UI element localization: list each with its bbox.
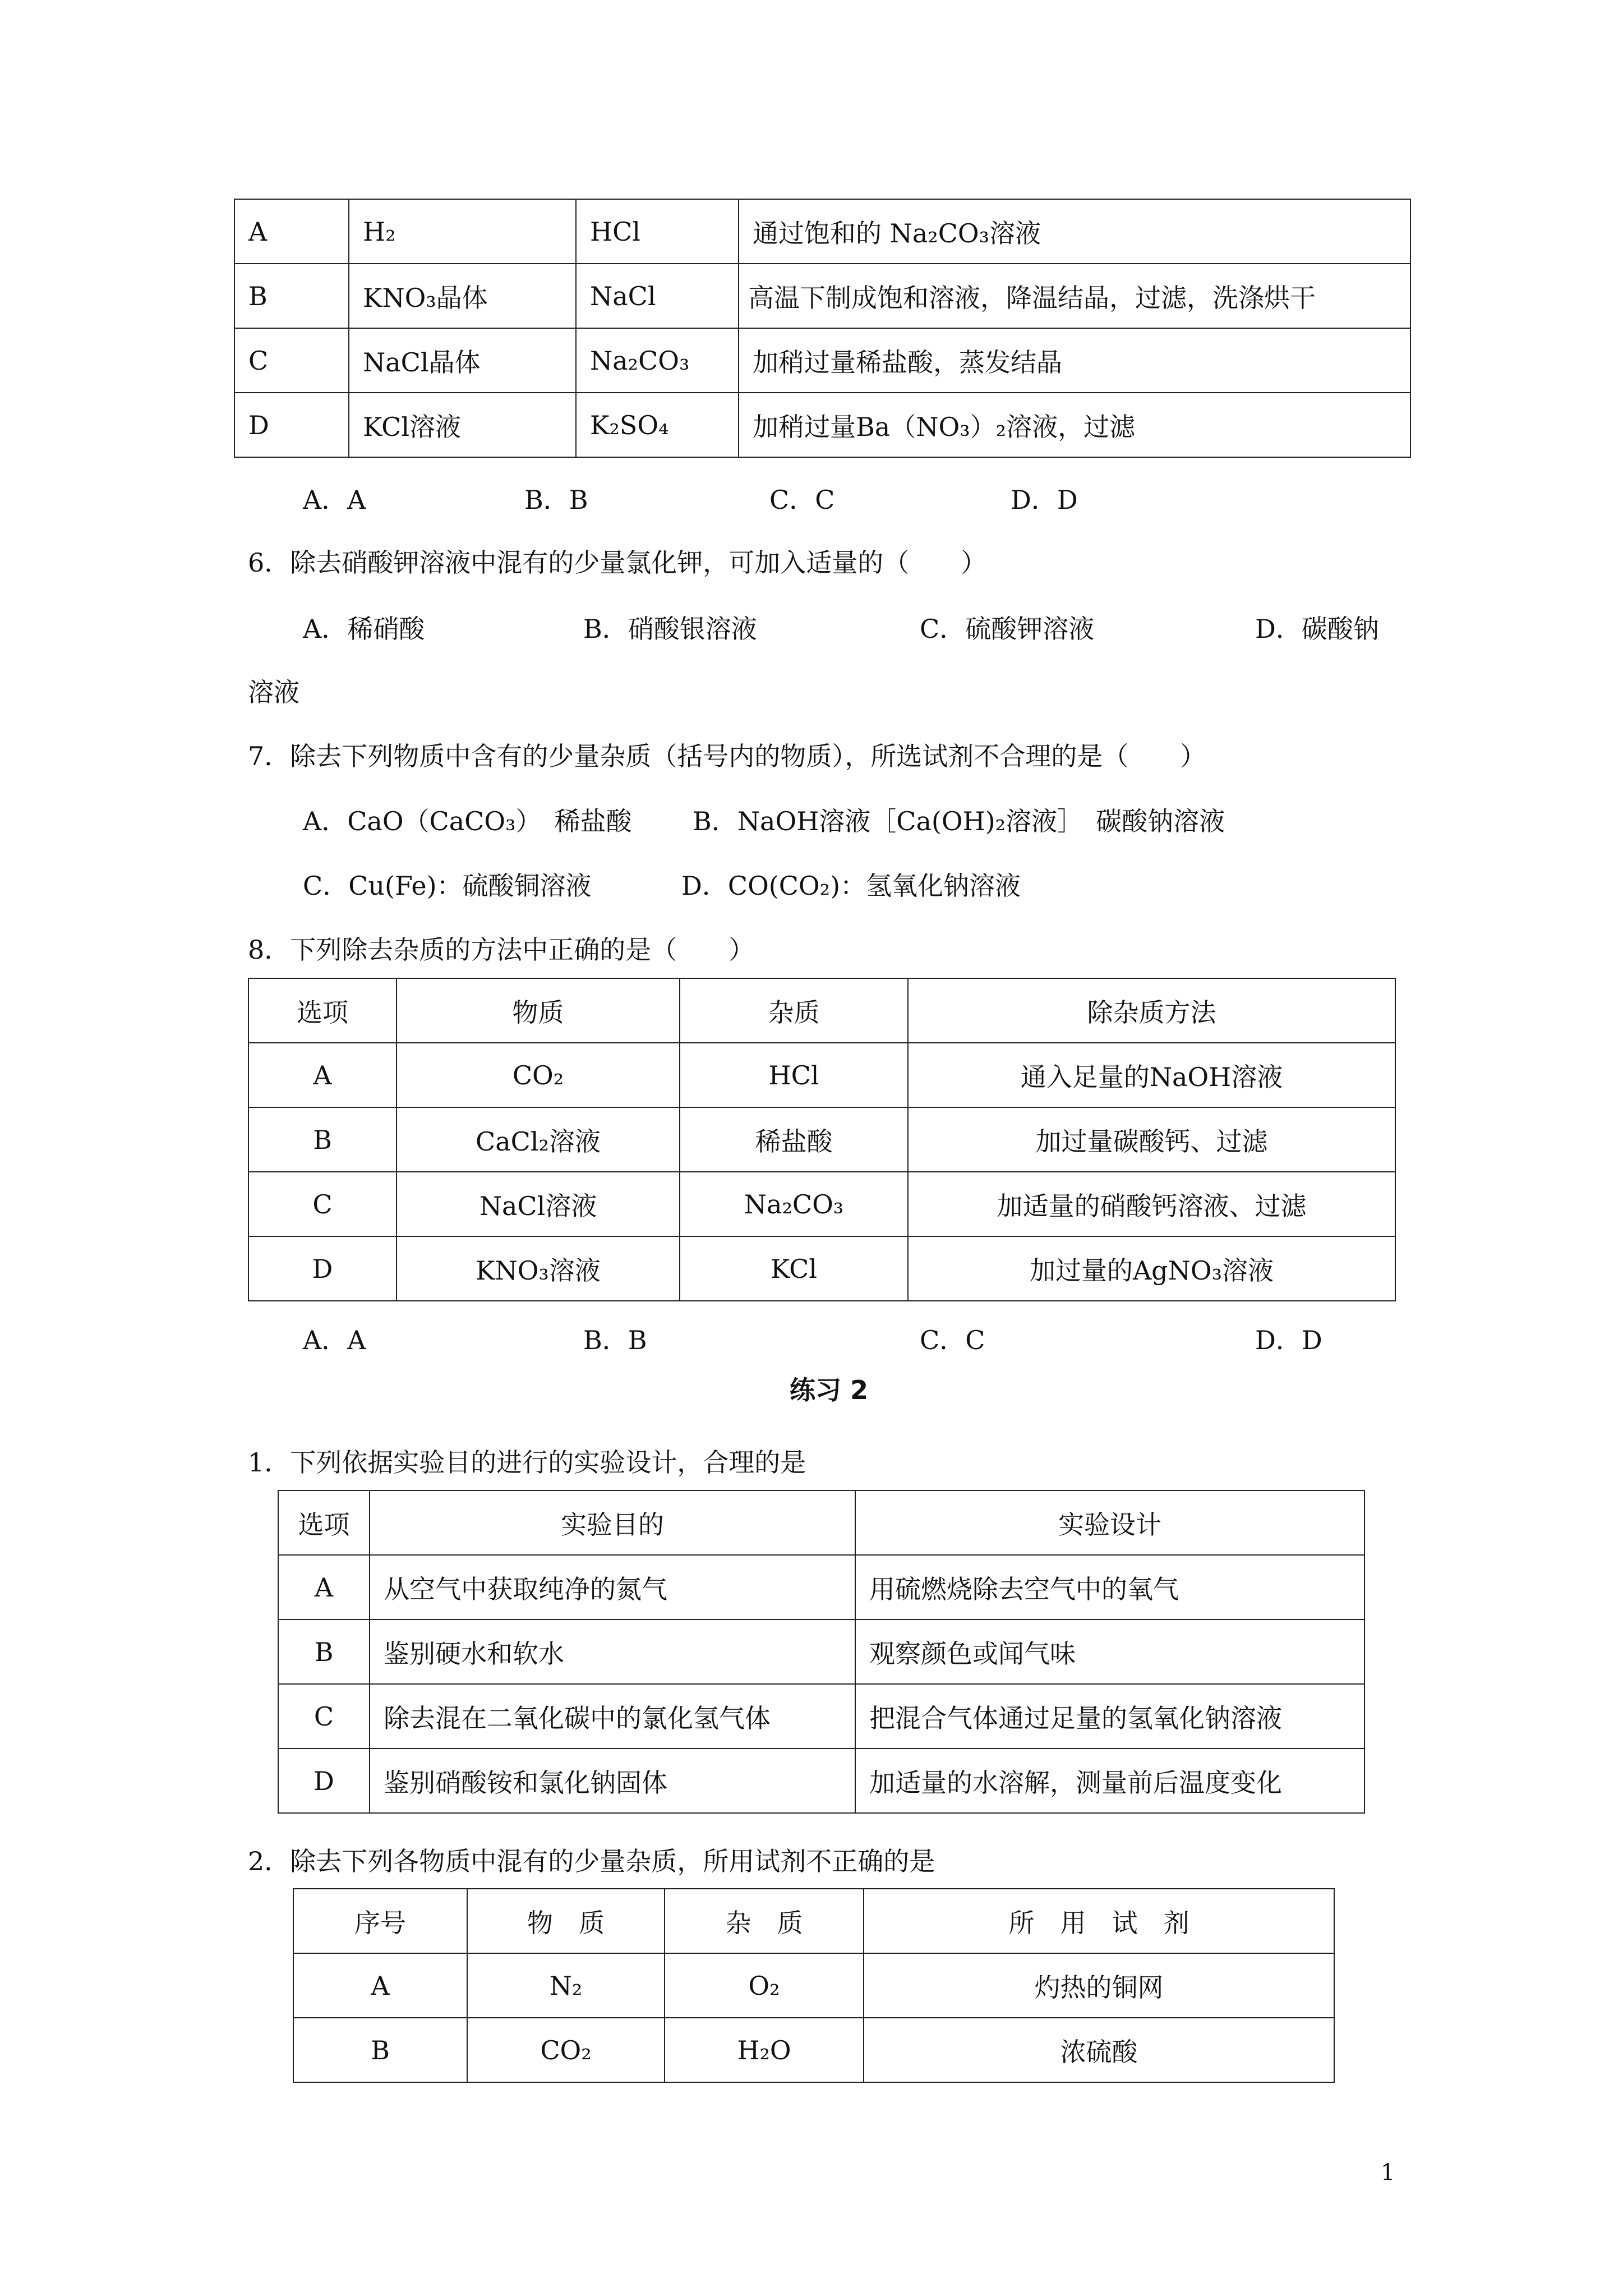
option-a: A．A (303, 1325, 366, 1355)
cell: 鉴别硬水和软水 (370, 1619, 855, 1684)
cell: 加过量的AgNO₃溶液 (908, 1236, 1395, 1301)
cell: 通过饱和的 Na₂CO₃溶液 (739, 199, 1410, 264)
option-d: D．D (1255, 1325, 1322, 1355)
option-c: C．Cu(Fe)：硫酸铜溶液 (303, 871, 592, 901)
option-a: A．CaO（CaCO₃） 稀盐酸 (303, 806, 632, 836)
table-header-row (293, 1889, 1334, 1953)
option-d: D．碳酸钠 (1255, 614, 1379, 644)
cell: HCl (680, 1043, 908, 1107)
cell: HCl (576, 199, 739, 264)
header-cell: 杂 质 (665, 1889, 864, 1953)
q7-stem: 7．除去下列物质中含有的少量杂质（括号内的物质），所选试剂不合理的是（ ） (248, 741, 1206, 771)
cell: 加稍过量稀盐酸，蒸发结晶 (739, 328, 1410, 393)
header-cell: 序号 (293, 1889, 467, 1953)
cell: 灼热的铜网 (864, 1953, 1334, 2018)
header-cell: 实验设计 (855, 1490, 1364, 1555)
cell: NaCl溶液 (396, 1172, 680, 1236)
header-cell: 选项 (278, 1490, 370, 1555)
header-cell: 除杂质方法 (908, 978, 1395, 1043)
cell: A (248, 1043, 396, 1107)
cell: KCl (680, 1236, 908, 1301)
cell: 鉴别硝酸铵和氯化钠固体 (370, 1749, 855, 1813)
cell: 从空气中获取纯净的氮气 (370, 1555, 855, 1619)
header-cell: 杂质 (680, 978, 908, 1043)
cell: C (234, 328, 349, 393)
p2-q1-table (278, 1490, 1365, 1814)
cell: O₂ (665, 1953, 864, 2018)
p2-q1-stem: 1．下列依据实验目的进行的实验设计，合理的是 (248, 1447, 806, 1478)
header-cell: 实验目的 (370, 1490, 855, 1555)
cell: N₂ (467, 1953, 665, 2018)
table-row (278, 1555, 1364, 1619)
cell: CO₂ (396, 1043, 680, 1107)
option-d: D．D (1011, 485, 1078, 515)
option-a: A．A (303, 485, 366, 515)
option-c: C．C (920, 1325, 985, 1355)
table-row (278, 1619, 1364, 1684)
option-c: C．C (769, 485, 835, 515)
table-row (278, 1684, 1364, 1749)
q6-stem: 6．除去硝酸钾溶液中混有的少量氯化钾，可加入适量的（ ） (248, 547, 987, 578)
cell: 加过量碳酸钙、过滤 (908, 1107, 1395, 1172)
table-row (278, 1749, 1364, 1813)
cell: K₂SO₄ (576, 393, 739, 457)
table-header-row (278, 1490, 1364, 1555)
header-cell: 选项 (248, 978, 396, 1043)
cell: Na₂CO₃ (680, 1172, 908, 1236)
cell: H₂ (349, 199, 576, 264)
cell: KNO₃晶体 (349, 264, 576, 328)
table-row (248, 1236, 1395, 1301)
cell: 除去混在二氧化碳中的氯化氢气体 (370, 1684, 855, 1749)
header-cell: 物 质 (467, 1889, 665, 1953)
cell: D (248, 1236, 396, 1301)
table-row (234, 264, 1410, 328)
cell: NaCl晶体 (349, 328, 576, 393)
p2-q2-table (293, 1888, 1335, 2083)
table-row (248, 1107, 1395, 1172)
cell: B (234, 264, 349, 328)
cell: 通入足量的NaOH溶液 (908, 1043, 1395, 1107)
cell: 高温下制成饱和溶液，降温结晶，过滤，洗涤烘干 (739, 264, 1410, 328)
p2-q2-stem: 2．除去下列各物质中混有的少量杂质，所用试剂不正确的是 (248, 1846, 935, 1876)
table-row (293, 2018, 1334, 2082)
table-row (234, 328, 1410, 393)
q8-table (248, 978, 1396, 1301)
table-row (234, 393, 1410, 457)
table-row (234, 199, 1410, 264)
cell: 浓硫酸 (864, 2018, 1334, 2082)
cell: NaCl (576, 264, 739, 328)
q6-option-d-wrap: 溶液 (248, 677, 299, 707)
cell: 观察颜色或闻气味 (855, 1619, 1364, 1684)
header-cell: 所 用 试 剂 (864, 1889, 1334, 1953)
option-a: A．稀硝酸 (303, 614, 425, 644)
option-b: B．硝酸银溶液 (583, 614, 757, 644)
cell: A (234, 199, 349, 264)
cell: D (234, 393, 349, 457)
cell: 稀盐酸 (680, 1107, 908, 1172)
section-title: 练习 2 (790, 1375, 869, 1405)
option-d: D．CO(CO₂)：氢氧化钠溶液 (681, 871, 1021, 901)
table-row (248, 1172, 1395, 1236)
table-row (293, 1953, 1334, 2018)
cell: 加稍过量Ba（NO₃）₂溶液，过滤 (739, 393, 1410, 457)
cell: 用硫燃烧除去空气中的氧气 (855, 1555, 1364, 1619)
cell: D (278, 1749, 370, 1813)
cell: KCl溶液 (349, 393, 576, 457)
cell: 把混合气体通过足量的氢氧化钠溶液 (855, 1684, 1364, 1749)
option-b: B．NaOH溶液［Ca(OH)₂溶液］ 碳酸钠溶液 (693, 806, 1225, 836)
page-number: 1 (1381, 2160, 1395, 2185)
cell: C (248, 1172, 396, 1236)
table-row (248, 1043, 1395, 1107)
cell: B (248, 1107, 396, 1172)
cell: 加适量的硝酸钙溶液、过滤 (908, 1172, 1395, 1236)
cell: Na₂CO₃ (576, 328, 739, 393)
cell: B (293, 2018, 467, 2082)
table-header-row (248, 978, 1395, 1043)
option-c: C．硫酸钾溶液 (920, 614, 1095, 644)
cell: C (278, 1684, 370, 1749)
cell: CO₂ (467, 2018, 665, 2082)
option-b: B．B (524, 485, 588, 515)
cell: A (293, 1953, 467, 2018)
cell: 加适量的水溶解，测量前后温度变化 (855, 1749, 1364, 1813)
cell: KNO₃溶液 (396, 1236, 680, 1301)
cell: CaCl₂溶液 (396, 1107, 680, 1172)
cell: B (278, 1619, 370, 1684)
q8-stem: 8．下列除去杂质的方法中正确的是（ ） (248, 935, 755, 965)
cell: A (278, 1555, 370, 1619)
header-cell: 物质 (396, 978, 680, 1043)
cell: H₂O (665, 2018, 864, 2082)
option-b: B．B (583, 1325, 647, 1355)
q5-table (234, 199, 1411, 458)
